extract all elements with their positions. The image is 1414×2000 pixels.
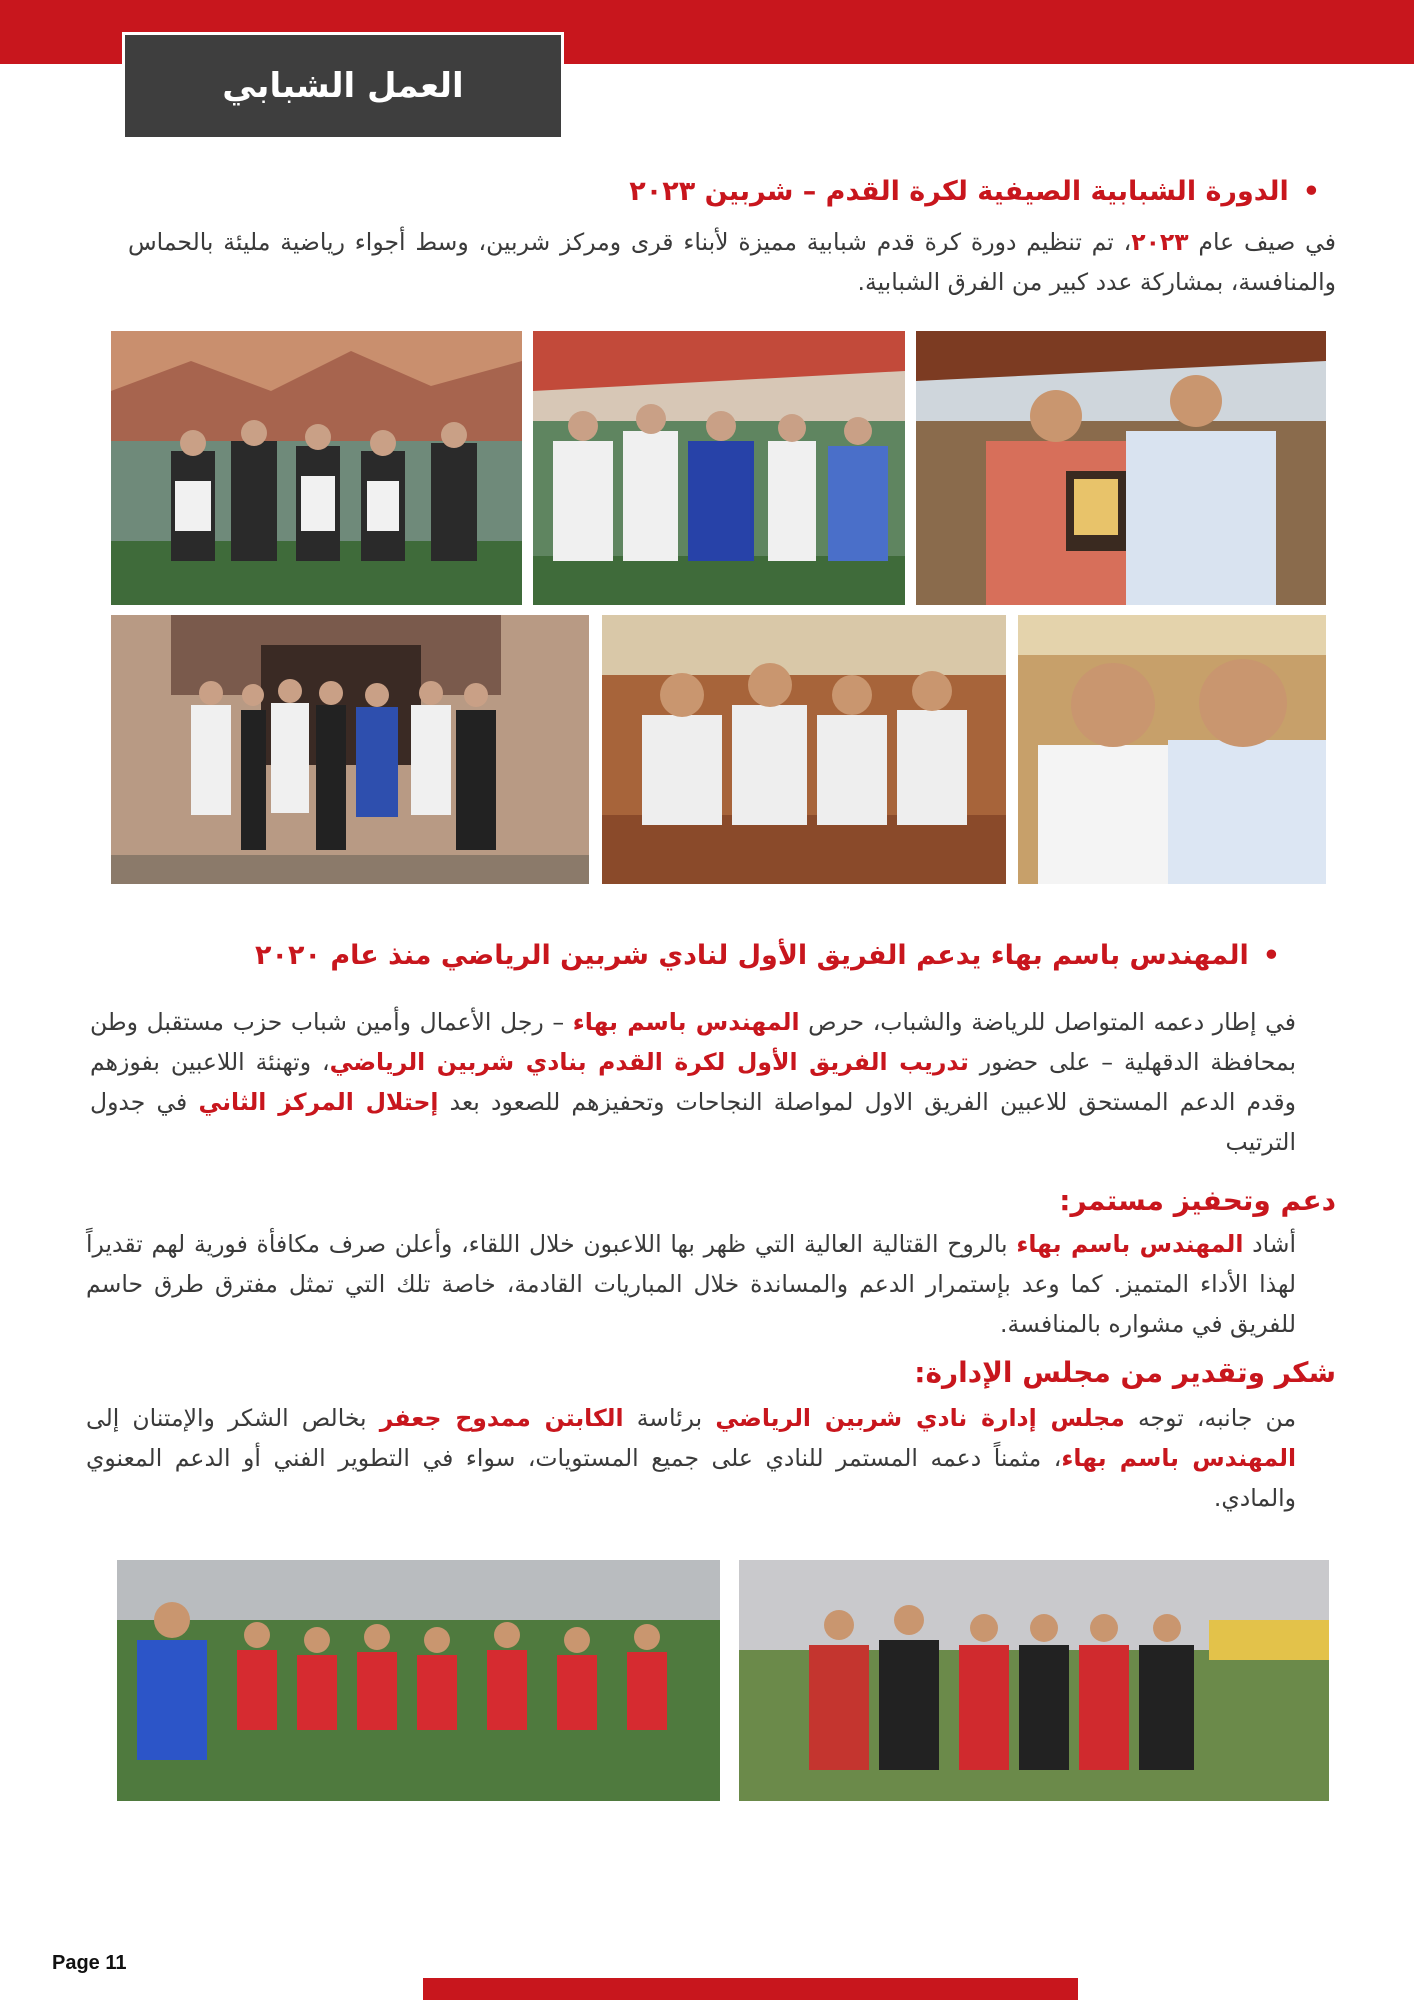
photo-7 [117,1560,720,1801]
team-photo-icon [117,1560,720,1801]
highlight-year: ٢٠٢٣ [1131,228,1189,256]
section-tag [122,32,564,140]
photo-8 [739,1560,1329,1801]
section3-paragraph: أشاد المهندس باسم بهاء بالروح القتالية العالية التي ظهر بها اللاعبون خلال اللقاء، وأعلن صرف مكافأة فورية لهم تقديراً لهذا الأداء المتميز. كما وعد بإستمرار الدعم والمساندة خلال المباريات القادمة، خاصة تلك التي تمثل مفترق طرق حاسم للفريق في مشواره بالمنافسة. [86,1230,1296,1338]
highlight-captain: الكابتن ممدوح جعفر [379,1404,624,1432]
highlight-training: تدريب الفريق الأول لكرة القدم بنادي شربين الرياضي [329,1048,969,1076]
portrait-photo-icon [1018,615,1326,884]
section1-paragraph: في صيف عام ٢٠٢٣، تم تنظيم دورة كرة قدم شبابية مميزة لأبناء قرى ومركز شربين، وسط أجواء رياضية مليئة بالحماس والمنافسة، بمشاركة عدد كبير من الفرق الشبابية. [128,228,1336,296]
section1-heading [629,176,1320,207]
highlight-name: المهندس باسم بهاء [1016,1230,1244,1258]
photo-1 [111,331,522,605]
group-photo-icon [739,1560,1329,1801]
photo-5 [602,615,1006,884]
highlight-name: المهندس باسم بهاء [572,1008,800,1036]
photo-2 [533,331,905,605]
bottom-accent-bar [423,1978,1078,2000]
audience-photo-icon [602,615,1006,884]
award-photo-icon [916,331,1326,605]
section2-paragraph: في إطار دعمه المتواصل للرياضة والشباب، حرص المهندس باسم بهاء – رجل الأعمال وأمين شباب حزب مستقبل وطن بمحافظة الدقهلية – على حضور تدريب الفريق الأول لكرة القدم بنادي شربين الرياضي، وتهنئة اللاعبين بفوزهم وقدم الدعم المستحق للاعبين الفريق الاول لمواصلة النجاحات وتحفيزهم للصعود بعد إحتلال المركز الثاني في جدول الترتيب [90,1008,1296,1156]
bullet-icon: • [1262,940,1280,971]
section4-heading: شكر وتقدير من مجلس الإدارة: [914,1356,1336,1389]
photo-4 [111,615,589,884]
highlight-board: مجلس إدارة نادي شربين الرياضي [715,1404,1125,1432]
group-photo-icon [533,331,905,605]
highlight-name: المهندس باسم بهاء [1061,1444,1296,1472]
page-number: Page 11 [52,1952,127,1974]
section4-paragraph: من جانبه، توجه مجلس إدارة نادي شربين الرياضي برئاسة الكابتن ممدوح جعفر بخالص الشكر والإمتنان إلى المهندس باسم بهاء، مثمناً دعمه المستمر للنادي على جميع المستويات، سواء في التطوير الفني أو الدعم المعنوي والمادي. [86,1404,1297,1512]
group-photo-icon [111,615,589,884]
section1-heading-text: الدورة الشبابية الصيفية لكرة القدم – شربين ٢٠٢٣ [629,176,1289,207]
section2-heading [255,940,1280,971]
section-tag-title: العمل الشبابي [222,66,464,106]
bullet-icon: • [1302,176,1320,207]
section3-heading: دعم وتحفيز مستمر: [1059,1184,1336,1217]
section2-heading-text: المهندس باسم بهاء يدعم الفريق الأول لنادي شربين الرياضي منذ عام ٢٠٢٠ [255,940,1249,971]
group-photo-icon [111,331,522,605]
highlight-rank: إحتلال المركز الثاني [198,1088,439,1116]
photo-3 [916,331,1326,605]
photo-6 [1018,615,1326,884]
